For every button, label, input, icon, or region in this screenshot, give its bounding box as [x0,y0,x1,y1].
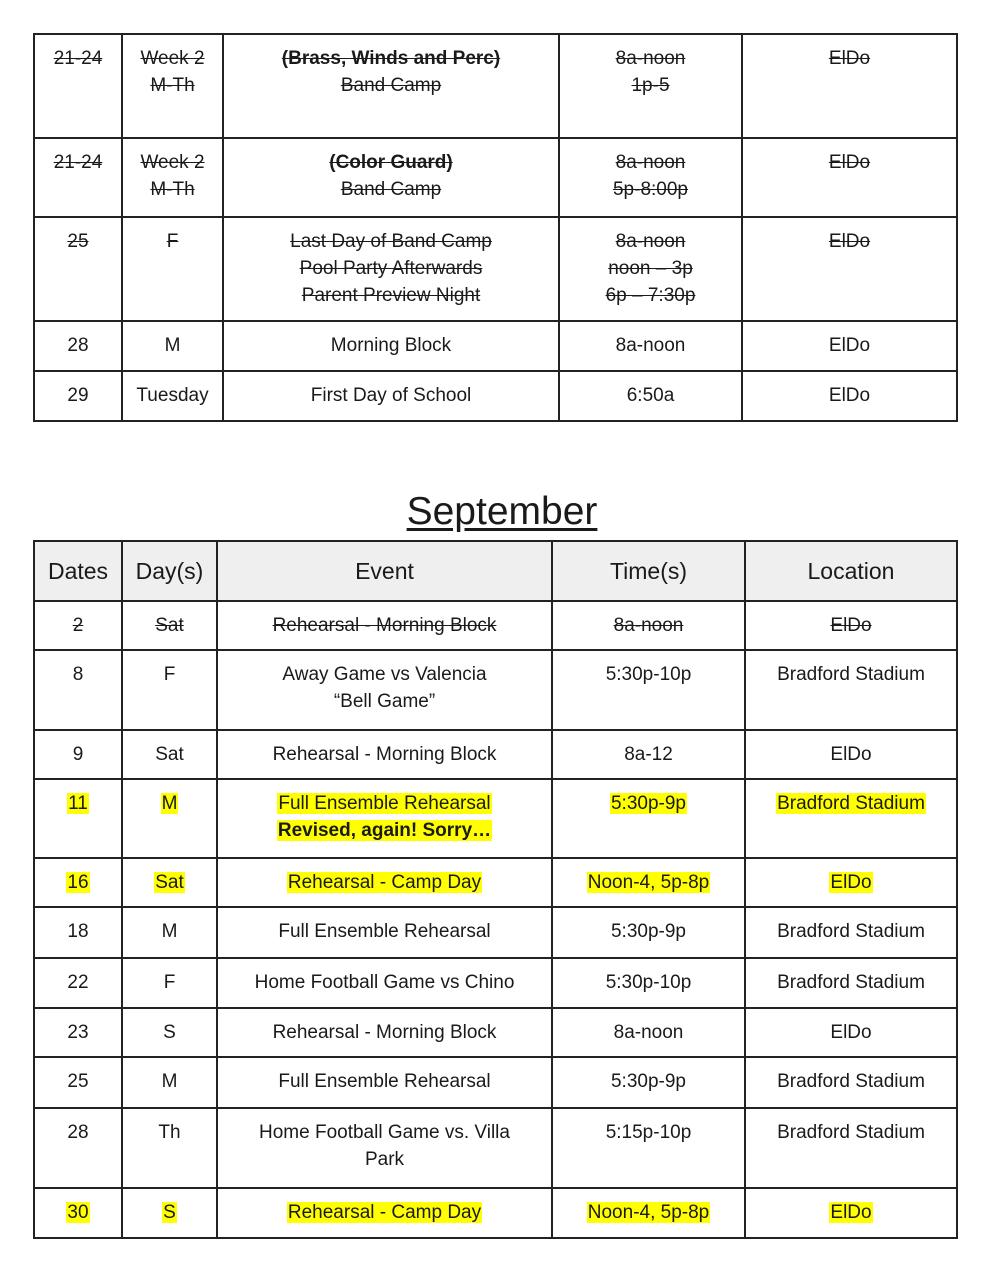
time-cell-line: 5:30p-9p [610,921,686,942]
day-cell [122,858,217,907]
time-cell-line: 8a-noon [613,615,684,636]
location-cell-line: ElDo [830,1202,872,1223]
day-cell [122,779,217,858]
day-cell-line: M [164,335,181,356]
time-cell-line: 5:15p-10p [605,1122,692,1143]
date-cell [34,907,122,958]
date-cell [34,601,122,650]
event-cell-line: Parent Preview Night [301,285,481,306]
day-cell-line: F [163,972,176,993]
day-cell-line: M [161,921,178,942]
schedule-row [34,1008,957,1057]
august-schedule-table [33,33,958,422]
time-cell-line: 5:30p-10p [605,664,692,685]
date-cell [34,1108,122,1188]
time-cell [552,650,745,730]
date-cell [34,217,122,321]
time-cell [552,1188,745,1238]
schedule-row [34,907,957,958]
date-cell-line: 28 [67,1122,89,1143]
day-cell [122,601,217,650]
date-cell [34,650,122,730]
time-cell [552,601,745,650]
date-cell [34,730,122,779]
day-cell [122,371,223,421]
location-cell-line: Bradford Stadium [777,921,925,942]
event-cell [223,34,559,138]
event-cell-line: Full Ensemble Rehearsal [278,793,491,814]
date-cell [34,858,122,907]
date-cell-line: 30 [67,1202,89,1223]
header-event: Event [217,541,552,601]
event-cell-line: Band Camp [340,75,442,96]
time-cell-line: Noon-4, 5p-8p [587,1202,710,1223]
date-cell-line: 18 [67,921,89,942]
schedule-row [34,321,957,371]
header-days: Day(s) [122,541,217,601]
event-cell-line: Pool Party Afterwards [299,258,483,279]
location-cell [742,371,957,421]
event-cell-line: Rehearsal - Morning Block [272,1022,497,1043]
time-cell [559,34,742,138]
event-cell [217,907,552,958]
day-cell [122,321,223,371]
time-cell-line: 8a-12 [624,744,673,765]
time-cell-line: Noon-4, 5p-8p [587,872,710,893]
month-title: September [406,490,598,533]
day-cell-line: Tuesday [136,385,209,406]
schedule-row [34,34,957,138]
header-times: Time(s) [552,541,745,601]
event-cell [217,1188,552,1238]
location-cell-line: ElDo [830,744,872,765]
date-cell [34,1057,122,1108]
day-cell [122,1008,217,1057]
event-cell-line: Rehearsal - Morning Block [272,615,497,636]
day-cell [122,650,217,730]
day-cell-line: M [161,1071,178,1092]
date-cell-line: 29 [67,385,89,406]
event-cell-line: Full Ensemble Rehearsal [278,921,491,942]
time-cell [552,730,745,779]
date-cell [34,1188,122,1238]
location-cell [745,858,957,907]
date-cell [34,779,122,858]
day-cell [122,1057,217,1108]
august-schedule-body [34,34,957,421]
location-cell [745,650,957,730]
day-cell [122,138,223,217]
location-cell-line: ElDo [830,872,872,893]
schedule-row [34,1188,957,1238]
event-cell-line: Morning Block [330,335,452,356]
event-cell-line: Away Game vs Valencia [282,664,487,685]
date-cell-line: 28 [67,335,89,356]
location-cell [745,958,957,1008]
date-cell-line: 2 [72,615,84,636]
time-cell-line: 6:50a [626,385,675,406]
header-dates: Dates [34,541,122,601]
time-cell-line: 8a-noon [613,1022,684,1043]
date-cell-line: 8 [72,664,84,685]
day-cell-line: Th [158,1122,181,1143]
event-cell [223,371,559,421]
date-cell-line: 25 [67,1071,89,1092]
day-cell-line: Week 2 [140,48,205,69]
location-cell-line: Bradford Stadium [777,664,925,685]
time-cell [559,217,742,321]
september-schedule-table [33,540,958,1239]
day-cell [122,1188,217,1238]
day-cell-line: F [166,231,179,252]
event-cell-line: (Color Guard) [329,152,453,173]
location-cell [742,321,957,371]
day-cell [122,34,223,138]
day-cell-line: Week 2 [140,152,205,173]
time-cell-line: noon – 3p [608,258,693,279]
day-cell-line: Sat [155,615,184,636]
location-cell [745,1108,957,1188]
date-cell-line: 25 [67,231,89,252]
day-cell-line: F [163,664,176,685]
date-cell [34,1008,122,1057]
time-cell-line: 8a-noon [615,48,686,69]
location-cell [745,779,957,858]
header-location: Location [745,541,957,601]
day-cell [122,1108,217,1188]
event-cell [223,138,559,217]
day-cell-line: Sat [155,744,184,765]
location-cell-line: Bradford Stadium [777,1122,925,1143]
schedule-row [34,217,957,321]
location-cell-line: ElDo [830,615,872,636]
location-cell [742,34,957,138]
event-cell [217,779,552,858]
day-cell-line: M [161,793,178,814]
time-cell-line: 5:30p-10p [605,972,692,993]
time-cell [559,138,742,217]
event-cell [217,1108,552,1188]
date-cell-line: 22 [67,972,89,993]
event-cell-line: Revised, again! Sorry… [277,820,492,841]
location-cell-line: Bradford Stadium [777,1071,925,1092]
time-cell [552,858,745,907]
event-cell-line: Last Day of Band Camp [290,231,492,252]
event-cell-line: First Day of School [310,385,472,406]
event-cell-line: Rehearsal - Camp Day [287,1202,482,1223]
location-cell-line: Bradford Stadium [777,793,925,814]
date-cell-line: 21-24 [53,152,103,173]
event-cell [217,958,552,1008]
time-cell-line: 5p-8:00p [612,179,688,200]
date-cell [34,958,122,1008]
time-cell [552,1008,745,1057]
event-cell [217,730,552,779]
schedule-row [34,779,957,858]
event-cell-line: Band Camp [340,179,442,200]
day-cell-line: Sat [155,872,184,893]
location-cell-line: ElDo [828,48,871,69]
day-cell-line: S [163,1022,176,1043]
location-cell-line: ElDo [830,1022,872,1043]
event-cell-line: Home Football Game vs. Villa [259,1122,510,1143]
time-cell-line: 5:30p-9p [610,1071,686,1092]
schedule-row [34,138,957,217]
event-cell [217,650,552,730]
event-cell-line: Rehearsal - Camp Day [287,872,482,893]
event-cell-line: (Brass, Winds and Perc) [281,48,501,69]
location-cell-line: ElDo [828,385,871,406]
time-cell [552,1108,745,1188]
time-cell-line: 8a-noon [615,231,686,252]
time-cell-line: 8a-noon [615,335,686,356]
day-cell-line: M-Th [150,75,195,96]
time-cell-line: 6p – 7:30p [605,285,696,306]
date-cell-line: 23 [67,1022,89,1043]
day-cell [122,730,217,779]
location-cell [745,601,957,650]
location-cell [742,138,957,217]
date-cell [34,321,122,371]
location-cell-line: ElDo [828,231,871,252]
event-cell [217,858,552,907]
location-cell [745,1008,957,1057]
event-cell-line: Rehearsal - Morning Block [272,744,497,765]
location-cell [745,730,957,779]
event-cell-line: Home Football Game vs Chino [254,972,515,993]
event-cell [217,601,552,650]
location-cell [745,1188,957,1238]
time-cell [559,321,742,371]
day-cell-line: S [163,1202,176,1223]
date-cell [34,138,122,217]
location-cell [745,907,957,958]
date-cell-line: 11 [68,793,88,814]
date-cell-line: 21-24 [53,48,103,69]
schedule-row [34,858,957,907]
date-cell-line: 9 [72,744,84,765]
time-cell-line: 8a-noon [615,152,686,173]
day-cell-line: M-Th [150,179,195,200]
schedule-row [34,650,957,730]
event-cell [217,1008,552,1057]
location-cell-line: ElDo [828,335,871,356]
time-cell [552,958,745,1008]
location-cell [742,217,957,321]
schedule-row [34,1057,957,1108]
schedule-row [34,730,957,779]
time-cell [552,907,745,958]
schedule-row [34,958,957,1008]
time-cell [552,1057,745,1108]
location-cell-line: ElDo [828,152,871,173]
day-cell [122,907,217,958]
time-cell-line: 1p-5 [631,75,670,96]
date-cell [34,34,122,138]
location-cell-line: Bradford Stadium [777,972,925,993]
schedule-row [34,371,957,421]
date-cell-line: 16 [67,872,89,893]
event-cell [217,1057,552,1108]
day-cell [122,958,217,1008]
header-row [34,541,957,601]
schedule-row [34,601,957,650]
location-cell [745,1057,957,1108]
day-cell [122,217,223,321]
event-cell-line: Park [364,1149,405,1170]
event-cell-line: “Bell Game” [333,691,436,712]
time-cell [559,371,742,421]
time-cell [552,779,745,858]
event-cell [223,217,559,321]
september-schedule-body [34,601,957,1238]
event-cell-line: Full Ensemble Rehearsal [278,1071,491,1092]
event-cell [223,321,559,371]
schedule-row [34,1108,957,1188]
time-cell-line: 5:30p-9p [610,793,686,814]
date-cell [34,371,122,421]
